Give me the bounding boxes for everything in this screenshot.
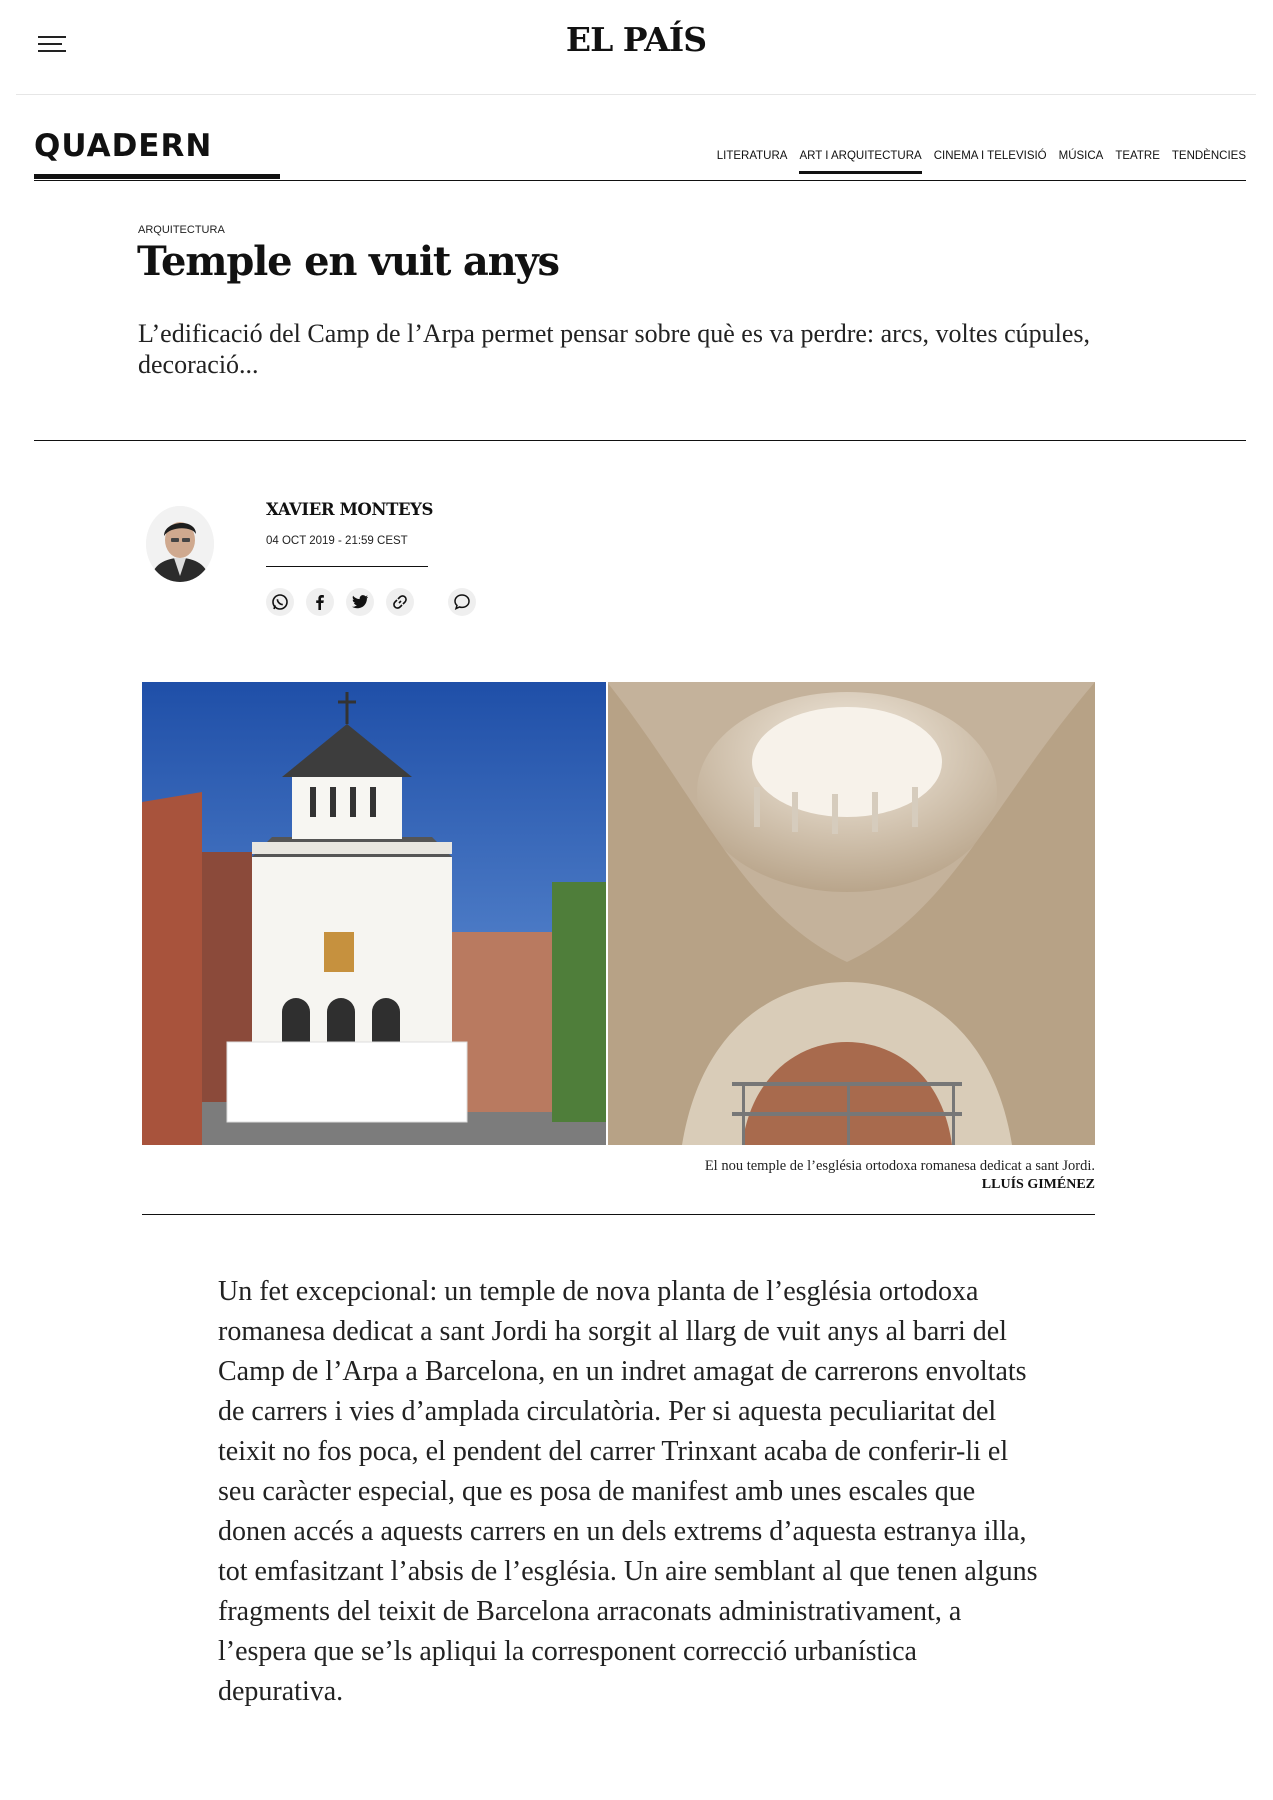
subnav-item-musica[interactable]: MÚSICA	[1058, 150, 1104, 162]
subnav-item-literatura[interactable]: LITERATURA	[716, 150, 788, 162]
article-headline: Temple en vuit anys	[137, 238, 559, 285]
section-title[interactable]: QUADERN	[34, 128, 213, 164]
section-title-underline	[34, 174, 280, 179]
article-photo[interactable]	[142, 682, 1095, 1145]
subnav-item-teatre[interactable]: TEATRE	[1115, 150, 1160, 162]
comment-icon[interactable]	[448, 588, 476, 616]
divider	[34, 440, 1246, 441]
subnav-item-cinema-i-televisio[interactable]: CINEMA I TELEVISIÓ	[933, 150, 1047, 162]
subnav-item-art-i-arquitectura[interactable]: ART I ARQUITECTURA	[799, 150, 921, 174]
whatsapp-icon[interactable]	[266, 588, 294, 616]
site-logo[interactable]: EL PAÍS	[565, 20, 707, 59]
share-bar	[266, 588, 476, 616]
section-subnav	[717, 150, 1246, 174]
twitter-icon[interactable]	[346, 588, 374, 616]
article-standfirst: L’edificació del Camp de l’Arpa permet pensar sobre què es va perdre: arcs, voltes cúpules, decoració...	[138, 319, 1091, 379]
facebook-icon[interactable]	[306, 588, 334, 616]
subnav-item-tendencies[interactable]: TENDÈNCIES	[1171, 150, 1246, 162]
author-avatar	[146, 506, 214, 582]
byline-divider	[266, 566, 428, 567]
link-icon[interactable]	[386, 588, 414, 616]
photo-credit: LLUÍS GIMÉNEZ	[981, 1177, 1095, 1192]
author-name[interactable]: XAVIER MONTEYS	[266, 500, 434, 519]
article-body-paragraph: Un fet excepcional: un temple de nova planta de l’església ortodoxa romanesa dedicat a sant Jordi ha sorgit al llarg de vuit anys al barri del Camp de l’Arpa a Barcelona, en un indret amagat de carrerons envoltats de carrers i vies d’amplada circulatòria. Per si aquesta peculiaritat del teixit no fos poca, el pendent del carrer Trinxant acaba de conferir-li el seu caràcter especial, que es posa de manifest amb unes escales que donen accés a aquests carrers en un dels extrems d’aquesta estranya illa, tot emfasitzant l’absis de l’església. Un aire semblant al que tenen alguns fragments del teixit de Barcelona arraconats administrativament, a l’espera que se’ls apliqui la corresponent correcció urbanística depurativa.	[218, 1276, 1038, 1707]
section-header	[34, 126, 1246, 181]
publish-date: 04 OCT 2019 - 21:59 CEST	[266, 535, 408, 547]
top-header	[16, 0, 1256, 95]
article-kicker[interactable]: ARQUITECTURA	[138, 224, 225, 236]
divider	[142, 1214, 1095, 1215]
photo-caption: El nou temple de l’església ortodoxa romanesa dedicat a sant Jordi.	[704, 1158, 1095, 1174]
